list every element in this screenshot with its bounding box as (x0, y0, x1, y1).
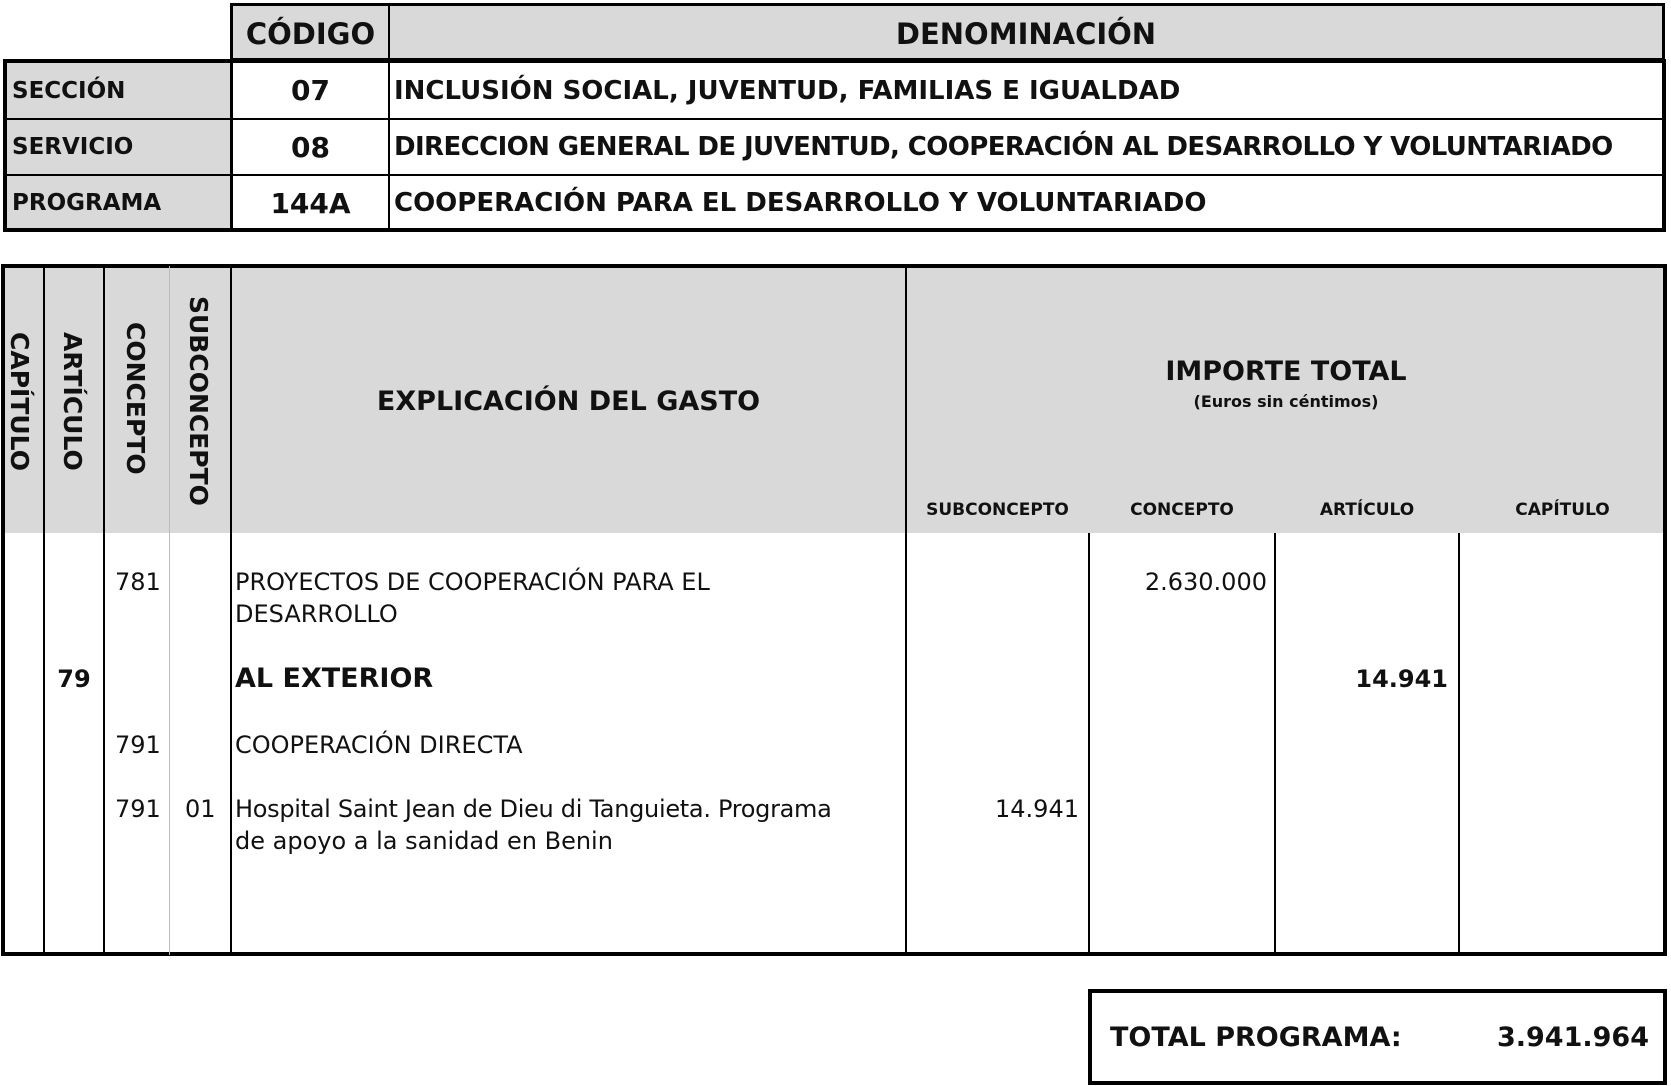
row-description: Hospital Saint Jean de Dieu di Tanguieta. Programa (235, 795, 832, 823)
col-importe-subheader: (Euros sin céntimos) (1193, 392, 1379, 411)
col-explicacion-header: EXPLICACIÓN DEL GASTO (376, 385, 761, 417)
seccion-name: INCLUSIÓN SOCIAL, JUVENTUD, FAMILIAS E IGUALDAD (394, 75, 1181, 106)
col-subconcepto-header: SUBCONCEPTO (184, 296, 213, 506)
servicio-name: DIRECCION GENERAL DE JUVENTUD, COOPERACIÓN AL DESARROLLO Y VOLUNTARIADO (394, 132, 1613, 162)
programa-code: 144A (270, 186, 351, 220)
programa-label: PROGRAMA (12, 190, 162, 216)
row-amt-concepto: 2.630.000 (1144, 568, 1267, 596)
servicio-code: 08 (291, 130, 330, 164)
col-amt-concepto: CONCEPTO (1130, 500, 1234, 520)
col-amt-subconcepto: SUBCONCEPTO (926, 500, 1069, 520)
row-concepto: 791 (115, 795, 161, 823)
row-articulo: 79 (57, 665, 91, 693)
total-box (1088, 989, 1667, 1085)
row-subconcepto: 01 (185, 795, 216, 823)
programa-name: COOPERACIÓN PARA EL DESARROLLO Y VOLUNTARIADO (394, 188, 1207, 218)
col-capitulo-header: CAPÍTULO (5, 332, 34, 471)
seccion-code: 07 (291, 74, 330, 107)
col-importe-header: IMPORTE TOTAL (1165, 356, 1407, 387)
row-description: PROYECTOS DE COOPERACIÓN PARA EL (235, 568, 710, 596)
servicio-label: SERVICIO (12, 134, 134, 160)
col-articulo-header: ARTÍCULO (58, 332, 87, 471)
total-value: 3.941.964 (1496, 1021, 1649, 1053)
row-concepto: 781 (115, 568, 161, 596)
row-amt-articulo: 14.941 (1355, 665, 1448, 693)
seccion-label: SECCIÓN (12, 77, 126, 104)
col-code-header: CÓDIGO (245, 16, 376, 51)
row-concepto: 791 (115, 731, 161, 759)
row-description: COOPERACIÓN DIRECTA (235, 731, 523, 759)
row-description-cont: DESARROLLO (235, 600, 398, 628)
col-name-header: DENOMINACIÓN (895, 16, 1157, 51)
row-description: AL EXTERIOR (235, 663, 434, 694)
col-concepto-header: CONCEPTO (121, 322, 150, 475)
col-amt-capitulo: CAPÍTULO (1515, 500, 1610, 520)
row-amt-subconcepto: 14.941 (995, 795, 1079, 823)
row-description-cont: de apoyo a la sanidad en Benin (235, 827, 613, 855)
total-label: TOTAL PROGRAMA: (1110, 1021, 1402, 1053)
col-amt-articulo: ARTÍCULO (1319, 500, 1415, 520)
